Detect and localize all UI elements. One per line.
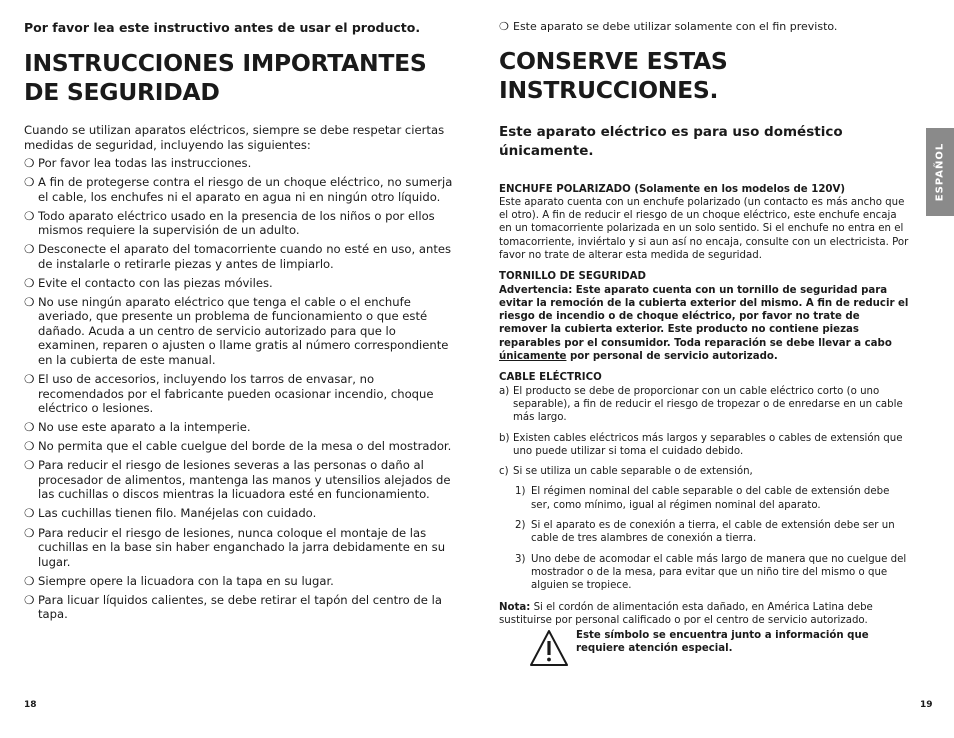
list-item-text: Desconecte el aparato del tomacorriente cuando no esté en uso, antes de instalarle o retirarle piezas y antes de limpiarlo. xyxy=(38,242,452,271)
power-cord-heading: CABLE ELÉCTRICO xyxy=(499,372,602,384)
language-tab xyxy=(926,128,954,216)
list-item-text: Siempre opere la licuadora con la tapa en su lugar. xyxy=(38,573,334,588)
safety-screw-section xyxy=(499,270,911,363)
bullet-icon: ❍ xyxy=(24,275,35,290)
subitem-text: El régimen nominal del cable separable o del cable de extensión debe ser, como mínimo, igual al régimen nominal del aparato. xyxy=(531,486,890,511)
list-subitem xyxy=(499,485,911,512)
list-item xyxy=(24,276,460,291)
safety-list xyxy=(24,156,460,622)
list-item xyxy=(24,526,460,570)
domestic-use-subtitle: Este aparato eléctrico es para uso doméstico únicamente. xyxy=(499,123,843,159)
bullet-icon: ❍ xyxy=(24,294,35,309)
screw-text-part: por personal de servicio autorizado. xyxy=(566,351,778,363)
subitem-text: Si el aparato es de conexión a tierra, el cable de extensión debe ser un cable de tres alambres de conexión a tierra. xyxy=(531,520,895,545)
list-item-text: Evite el contacto con las piezas móviles. xyxy=(38,275,273,290)
bullet-icon: ❍ xyxy=(24,372,35,387)
bullet-icon: ❍ xyxy=(24,175,35,190)
item-text: El producto se debe de proporcionar con un cable eléctrico corto (o uno separable), a fin de reducir el riesgo de tropezar o de enredarse en un cable más largo. xyxy=(513,385,903,424)
screw-text-underlined: únicamente xyxy=(499,351,567,363)
list-item xyxy=(499,465,911,478)
conserve-title: CONSERVE ESTAS INSTRUCCIONES. xyxy=(499,46,728,104)
top-bullet xyxy=(499,20,911,35)
item-label: b) xyxy=(499,432,510,444)
power-cord-section xyxy=(499,371,911,592)
list-item xyxy=(499,432,911,459)
bullet-icon: ❍ xyxy=(24,573,35,588)
bullet-icon: ❍ xyxy=(24,525,35,540)
list-item xyxy=(24,506,460,521)
safety-screw-heading: TORNILLO DE SEGURIDAD xyxy=(499,271,646,283)
list-item xyxy=(24,156,460,171)
title-line-2: DE SEGURIDAD xyxy=(24,78,220,106)
list-item-text: El uso de accesorios, incluyendo los tarros de envasar, no recomendados por el fabricante pueden ocasionar incendio, choque eléctrico o lesiones. xyxy=(38,372,434,416)
bullet-icon: ❍ xyxy=(24,458,35,473)
preheading: Por favor lea este instructivo antes de usar el producto. xyxy=(24,20,421,35)
list-item-text: Para reducir el riesgo de lesiones, nunca coloque el montaje de las cuchillas en la base sin haber enganchado la jarra debidamente en su lugar. xyxy=(38,525,446,569)
list-item-text: Para reducir el riesgo de lesiones severas a las personas o daño al procesador de alimentos, mantenga las manos y utensilios alejados de las cuchillas o discos mientras la licuadora esté en funcionamiento. xyxy=(38,458,451,502)
top-bullet-text: Este aparato se debe utilizar solamente con el fin previsto. xyxy=(513,20,838,33)
page-number-left: 18 xyxy=(24,700,37,710)
left-page xyxy=(24,20,460,626)
page-number-right: 19 xyxy=(920,700,933,710)
bullet-icon: ❍ xyxy=(24,592,35,607)
language-tab-label: ESPAÑOL xyxy=(934,142,946,202)
subitem-label: 1) xyxy=(515,486,526,498)
polarized-plug-text: Este aparato cuenta con un enchufe polarizado (un contacto es más ancho que el otro). A fin de reducir el riesgo de un choque eléctrico, este enchufe encaja en un tomacorriente polarizada en un solo sentido. Si el enchufe no entra en el tomacorriente, inviértalo y si aun así no encaja, consulte con un electricista. Por favor no trate de alterar esta medida de seguridad. xyxy=(499,196,909,261)
warning-triangle-icon xyxy=(529,629,569,667)
subitem-text: Uno debe de acomodar el cable más largo de manera que no cuelgue del mostrador o de la mesa, para evitar que un niño tire del mismo o que alguien se tropiece. xyxy=(531,553,907,592)
list-subitem xyxy=(499,553,911,593)
list-item-text: Para licuar líquidos calientes, se debe retirar el tapón del centro de la tapa. xyxy=(38,592,442,622)
bullet-icon: ❍ xyxy=(24,439,35,454)
safety-screw-text xyxy=(499,284,911,364)
screw-text-part: Advertencia: Este aparato cuenta con un tornillo de seguridad para evitar la remoción de la cubierta exterior del mismo. A fin de reducir el riesgo de incendio o de choque eléctrico, por favor no trate de remover la cubierta exterior. Este producto no contiene piezas reparables por el consumidor. Toda reparación se debe llevar a cabo xyxy=(499,284,909,349)
bullet-icon: ❍ xyxy=(499,20,509,33)
warning-text: Este símbolo se encuentra junto a información que requiere atención especial. xyxy=(576,630,869,655)
subitem-label: 3) xyxy=(515,553,526,565)
list-item xyxy=(24,242,460,271)
list-item xyxy=(24,175,460,204)
title-line-1: INSTRUCCIONES IMPORTANTES xyxy=(24,49,427,77)
note-paragraph xyxy=(499,601,911,628)
list-item-text: A fin de protegerse contra el riesgo de un choque eléctrico, no sumerja el cable, los enchufes ni el aparato en agua ni en ningún otro líquido. xyxy=(38,175,453,204)
list-item-text: No use este aparato a la intemperie. xyxy=(38,420,251,435)
list-item xyxy=(24,372,460,416)
item-label: c) xyxy=(499,466,509,478)
bullet-icon: ❍ xyxy=(24,208,35,223)
bullet-icon: ❍ xyxy=(24,420,35,435)
list-item xyxy=(24,593,460,622)
list-item xyxy=(24,574,460,589)
polarized-plug-section xyxy=(499,183,911,263)
subitem-label: 2) xyxy=(515,520,526,532)
list-subitem xyxy=(499,519,911,546)
note-label: Nota: xyxy=(499,601,531,613)
intro-text: Cuando se utilizan aparatos eléctricos, siempre se debe respetar ciertas medidas de seguridad, incluyendo las siguientes: xyxy=(24,123,445,152)
item-text: Existen cables eléctricos más largos y separables o cables de extensión que uno puede utilizar si toma el cuidado debido. xyxy=(513,432,903,457)
bullet-icon: ❍ xyxy=(24,506,35,521)
list-item-text: No use ningún aparato eléctrico que tenga el cable o el enchufe averiado, que presente un problema de funcionamiento o que esté dañado. Acuda a un centro de servicio autorizado para que lo examinen, reparen o ajusten o llame gratis al número correspondiente en la cubierta de este manual. xyxy=(38,294,449,367)
list-item xyxy=(24,458,460,502)
list-item-text: Por favor lea todas las instrucciones. xyxy=(38,156,252,170)
right-page xyxy=(499,20,911,627)
bullet-icon: ❍ xyxy=(24,242,35,257)
list-item-text: Las cuchillas tienen filo. Manéjelas con cuidado. xyxy=(38,506,317,521)
page-title xyxy=(24,49,460,107)
note-text: Si el cordón de alimentación esta dañado, en América Latina debe sustituirse por personal calificado o por el centro de servicio autorizado. xyxy=(499,601,873,626)
list-item xyxy=(24,295,460,368)
polarized-plug-heading: ENCHUFE POLARIZADO (Solamente en los modelos de 120V) xyxy=(499,183,846,195)
list-item-text: Todo aparato eléctrico usado en la presencia de los niños o por ellos mismos requiere la supervisión de un adulto. xyxy=(38,208,435,238)
list-item xyxy=(499,385,911,425)
list-item xyxy=(24,420,460,435)
item-label: a) xyxy=(499,385,510,397)
list-item xyxy=(24,439,460,454)
list-item xyxy=(24,209,460,238)
item-text: Si se utiliza un cable separable o de extensión, xyxy=(513,466,753,478)
list-item-text: No permita que el cable cuelgue del borde de la mesa o del mostrador. xyxy=(38,439,452,454)
bullet-icon: ❍ xyxy=(24,156,35,170)
